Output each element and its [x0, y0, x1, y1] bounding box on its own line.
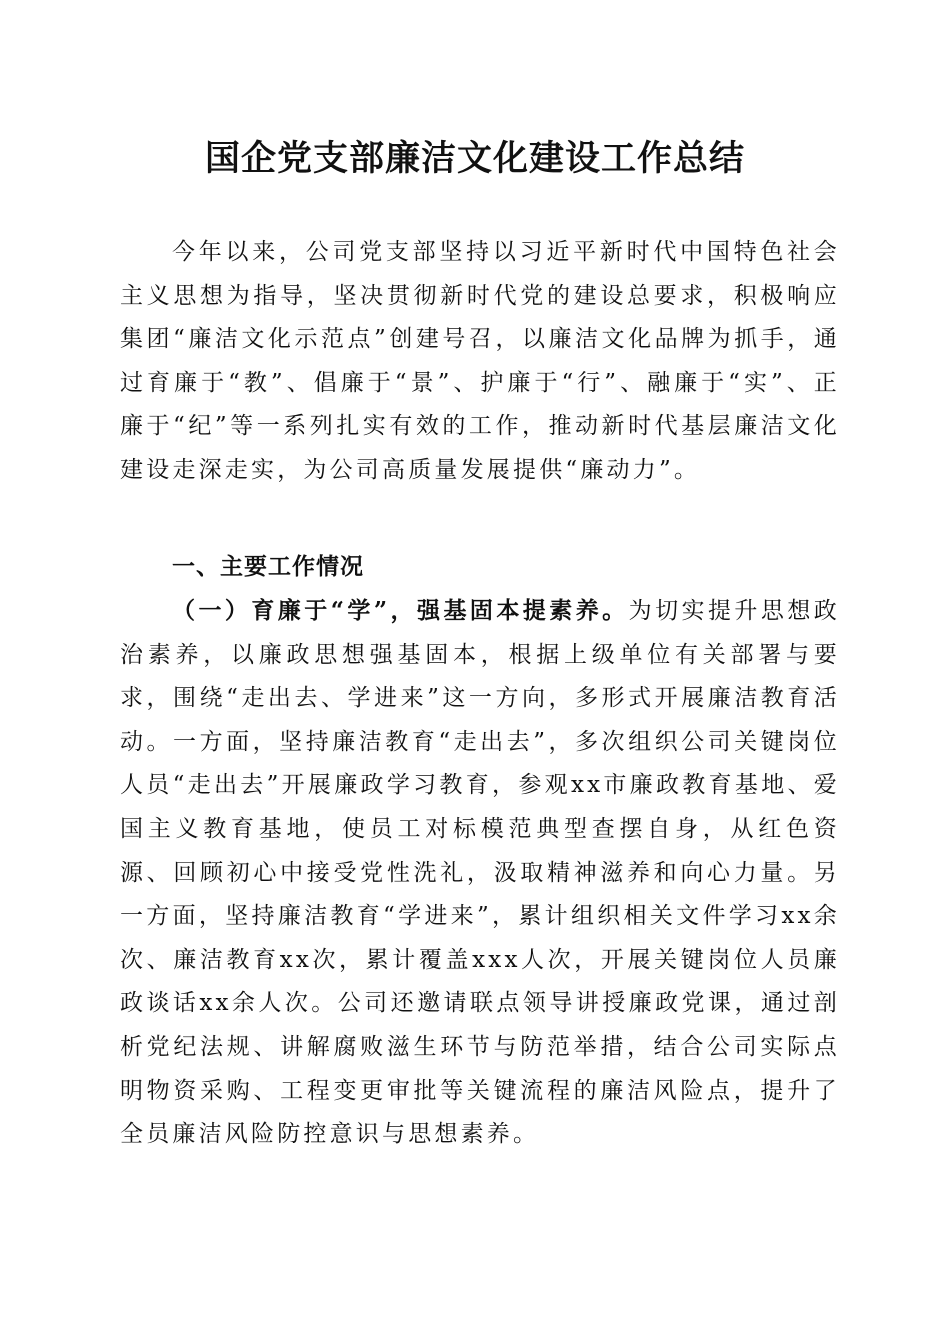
document-title: 国企党支部廉洁文化建设工作总结 [204, 138, 745, 179]
intro-paragraph: 今年以来，公司党支部坚持以习近平新时代中国特色社会主义思想为指导，坚决贯彻新时代党的建设总要求，积极响应集团“廉洁文化示范点”创建号召，以廉洁文化品牌为抓手，通过育廉于“教”、倡廉于“景”、护廉于“行”、融廉于“实”、正廉于“纪”等一系列扎实有效的工作，推动新时代基层廉洁文化建设走深走实，为公司高质量发展提供“廉动力”。 [120, 239, 840, 483]
section-heading-main-work: 一、主要工作情况 [172, 554, 364, 580]
subsection-paragraph-education [120, 589, 840, 1157]
subsection-lead-heading: （一）育廉于“学”，强基固本提素养。 [172, 597, 629, 624]
subsection-body-text: 为切实提升思想政治素养，以廉政思想强基固本，根据上级单位有关部署与要求，围绕“走出去、学进来”这一方向，多形式开展廉洁教育活动。一方面，坚持廉洁教育“走出去”，多次组织公司关键岗位人员“走出去”开展廉政学习教育，参观xx市廉政教育基地、爱国主义教育基地，使员工对标模范典型查摆自身，从红色资源、回顾初心中接受党性洗礼，汲取精神滋养和向心力量。另一方面，坚持廉洁教育“学进来”，累计组织相关文件学习xx余次、廉洁教育xx次，累计覆盖xxx人次，开展关键岗位人员廉政谈话xx余人次。公司还邀请联点领导讲授廉政党课，通过剖析党纪法规、讲解腐败滋生环节与防范举措，结合公司实际点明物资采购、工程变更审批等关键流程的廉洁风险点，提升了全员廉洁风险防控意识与思想素养。 [120, 598, 840, 1148]
